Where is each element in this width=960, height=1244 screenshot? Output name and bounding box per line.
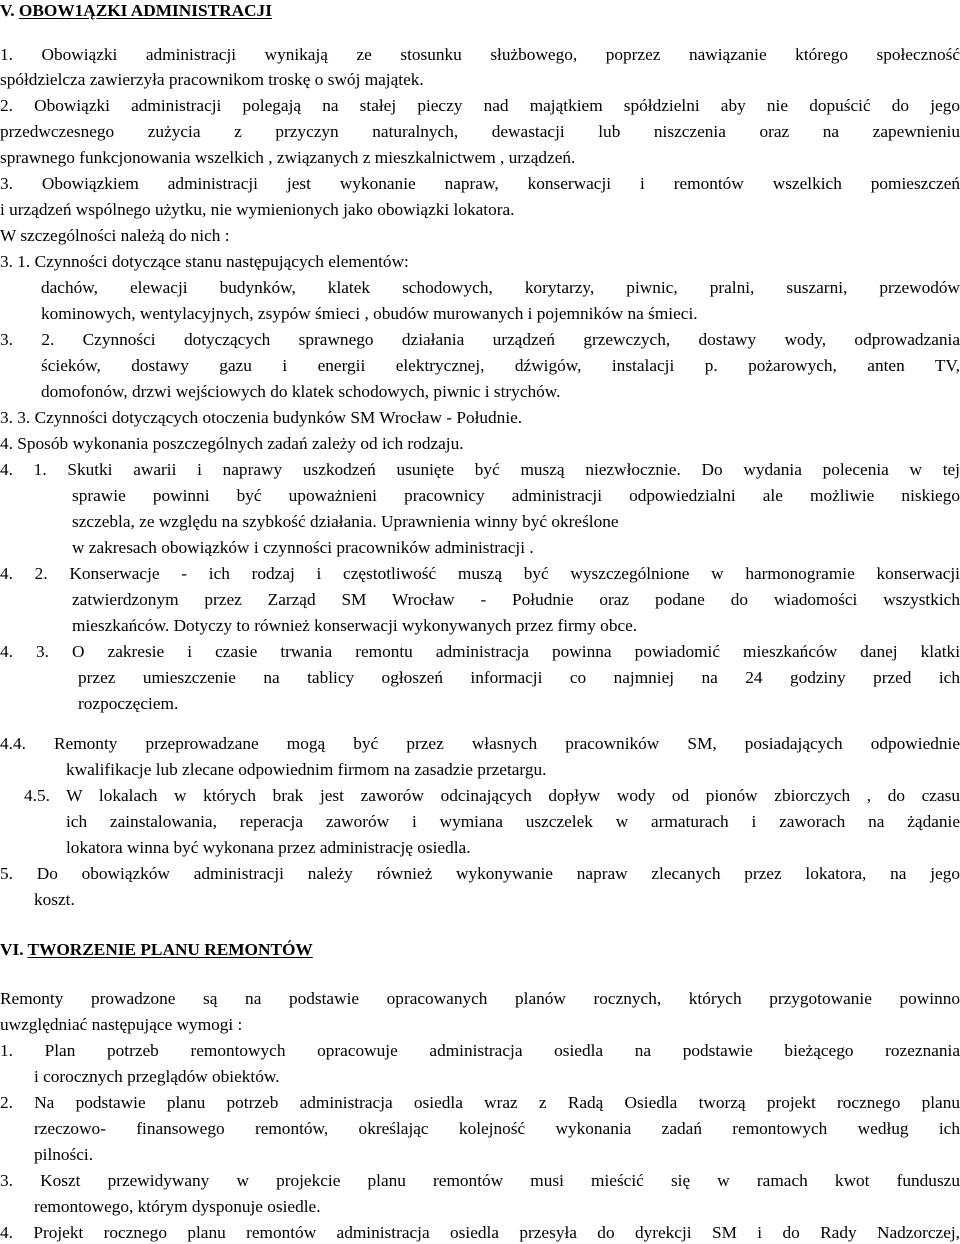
text-line: pilności.: [34, 1145, 94, 1164]
text-line: 4. Projekt rocznego planu remontów administracja osiedla przesyła do dyrekcji SM i do Rady Nadzorczej,: [0, 1223, 960, 1242]
text-line: przedwczesnego zużycia z przyczyn naturalnych, dewastacji lub niszczenia oraz na zapewnieniu: [0, 122, 960, 141]
text-line: 5. Do obowiązków administracji należy również wykonywanie napraw zlecanych przez lokatora, na jego: [0, 864, 960, 883]
text-line: rzeczowo- finansowego remontów, określając kolejność wykonania zadań remontowych według ich: [34, 1119, 960, 1138]
text-line: zatwierdzonym przez Zarząd SM Wrocław - Południe oraz podane do wiadomości wszystkich: [72, 590, 960, 609]
text-line: w zakresach obowiązków i czynności pracowników administracji .: [72, 538, 534, 557]
text-line: ścieków, dostawy gazu i energii elektrycznej, dźwigów, instalacji p. pożarowych, anten TV,: [41, 356, 960, 375]
text-line: 4. Sposób wykonania poszczególnych zadań zależy od ich rodzaju.: [0, 434, 464, 453]
text-line: 4. 1. Skutki awarii i naprawy uszkodzeń usunięte być muszą niezwłocznie. Do wydania polecenia w tej: [0, 460, 960, 479]
text-line: kominowych, wentylacyjnych, zsypów śmieci , obudów murowanych i pojemników na śmieci.: [41, 304, 698, 323]
text-line: kwalifikacje lub zlecane odpowiednim firmom na zasadzie przetargu.: [66, 760, 547, 779]
section-vi-number: VI.: [0, 940, 28, 959]
text-line: 4.4. Remonty przeprowadzane mogą być przez własnych pracowników SM, posiadających odpowiednie: [0, 734, 960, 753]
text-line: rozpoczęciem.: [78, 694, 179, 713]
text-line: 3. 3. Czynności dotyczących otoczenia budynków SM Wrocław - Południe.: [0, 408, 523, 427]
section-v-title: OBOW1ĄZKI ADMINISTRACJI: [18, 1, 272, 20]
text-line: sprawie powinni być upoważnieni pracownicy administracji odpowiedzialni ale możliwie niskiego: [72, 486, 960, 505]
text-line: remontowego, którym dysponuje osiedle.: [34, 1197, 321, 1216]
text-line: mieszkańców. Dotyczy to również konserwacji wykonywanych przez firmy obce.: [72, 616, 638, 635]
text-line: lokatora winna być wykonana przez administrację osiedla.: [66, 838, 471, 857]
text-line: 1. Obowiązki administracji wynikają ze stosunku służbowego, poprzez nawiązanie którego społeczność: [0, 45, 960, 64]
text-line: 4. 3. O zakresie i czasie trwania remontu administracja powinna powiadomić mieszkańców danej klatki: [0, 642, 960, 661]
text-line: domofonów, drzwi wejściowych do klatek schodowych, piwnic i strychów.: [41, 382, 561, 401]
text-line: sprawnego funkcjonowania wszelkich , związanych z mieszkalnictwem , urządzeń.: [0, 148, 576, 167]
text-line: 3. 1. Czynności dotyczące stanu następujących elementów:: [0, 252, 409, 271]
text-line: 1. Plan potrzeb remontowych opracowuje administracja osiedla na podstawie bieżącego rozeznania: [0, 1041, 960, 1060]
text-line: ich zainstalowania, reperacja zaworów i wymiana uszczelek w armaturach i zaworach na żądanie: [66, 812, 960, 831]
text-line: szczebla, ze względu na szybkość działania. Uprawnienia winny być określone: [72, 512, 619, 531]
section-v-number: V.: [0, 1, 19, 20]
text-line: 2. Obowiązki administracji polegają na stałej pieczy nad majątkiem spółdzielni aby nie dopuścić do jego: [0, 96, 960, 115]
text-line: Remonty prowadzone są na podstawie opracowanych planów rocznych, których przygotowanie powinno: [0, 989, 960, 1008]
text-line: uwzględniać następujące wymogi :: [0, 1015, 243, 1034]
text-line: 3. Koszt przewidywany w projekcie planu remontów musi mieścić się w ramach kwot funduszu: [0, 1171, 960, 1190]
text-line: 3. Obowiązkiem administracji jest wykonanie napraw, konserwacji i remontów wszelkich pomieszczeń: [0, 174, 960, 193]
section-vi-heading: [0, 939, 313, 961]
text-line: 3. 2. Czynności dotyczących sprawnego działania urządzeń grzewczych, dostawy wody, odprowadzania: [0, 330, 960, 349]
section-vi-title: TWORZENIE PLANU REMONTÓW: [27, 940, 313, 959]
text-line: 2. Na podstawie planu potrzeb administracja osiedla wraz z Radą Osiedla tworzą projekt rocznego planu: [0, 1093, 960, 1112]
text-line: i urządzeń wspólnego użytku, nie wymienionych jako obowiązki lokatora.: [0, 200, 515, 219]
section-v-heading: [0, 0, 272, 22]
text-line: koszt.: [34, 890, 75, 909]
text-line: przez umieszczenie na tablicy ogłoszeń informacji co najmniej na 24 godziny przed ich: [78, 668, 960, 687]
text-line: 4. 2. Konserwacje - ich rodzaj i częstotliwość muszą być wyszczególnione w harmonogramie konserwacji: [0, 564, 960, 583]
text-line: W szczególności należą do nich :: [0, 226, 230, 245]
text-line: i corocznych przeglądów obiektów.: [34, 1067, 280, 1086]
text-line: dachów, elewacji budynków, klatek schodowych, korytarzy, piwnic, pralni, suszarni, przewodów: [41, 278, 960, 297]
text-line: spółdzielcza zawierzyła pracownikom troskę o swój majątek.: [0, 70, 424, 89]
text-line: 4.5. W lokalach w których brak jest zaworów odcinających dopływ wody od pionów zbiorczych , do czasu: [24, 786, 960, 805]
